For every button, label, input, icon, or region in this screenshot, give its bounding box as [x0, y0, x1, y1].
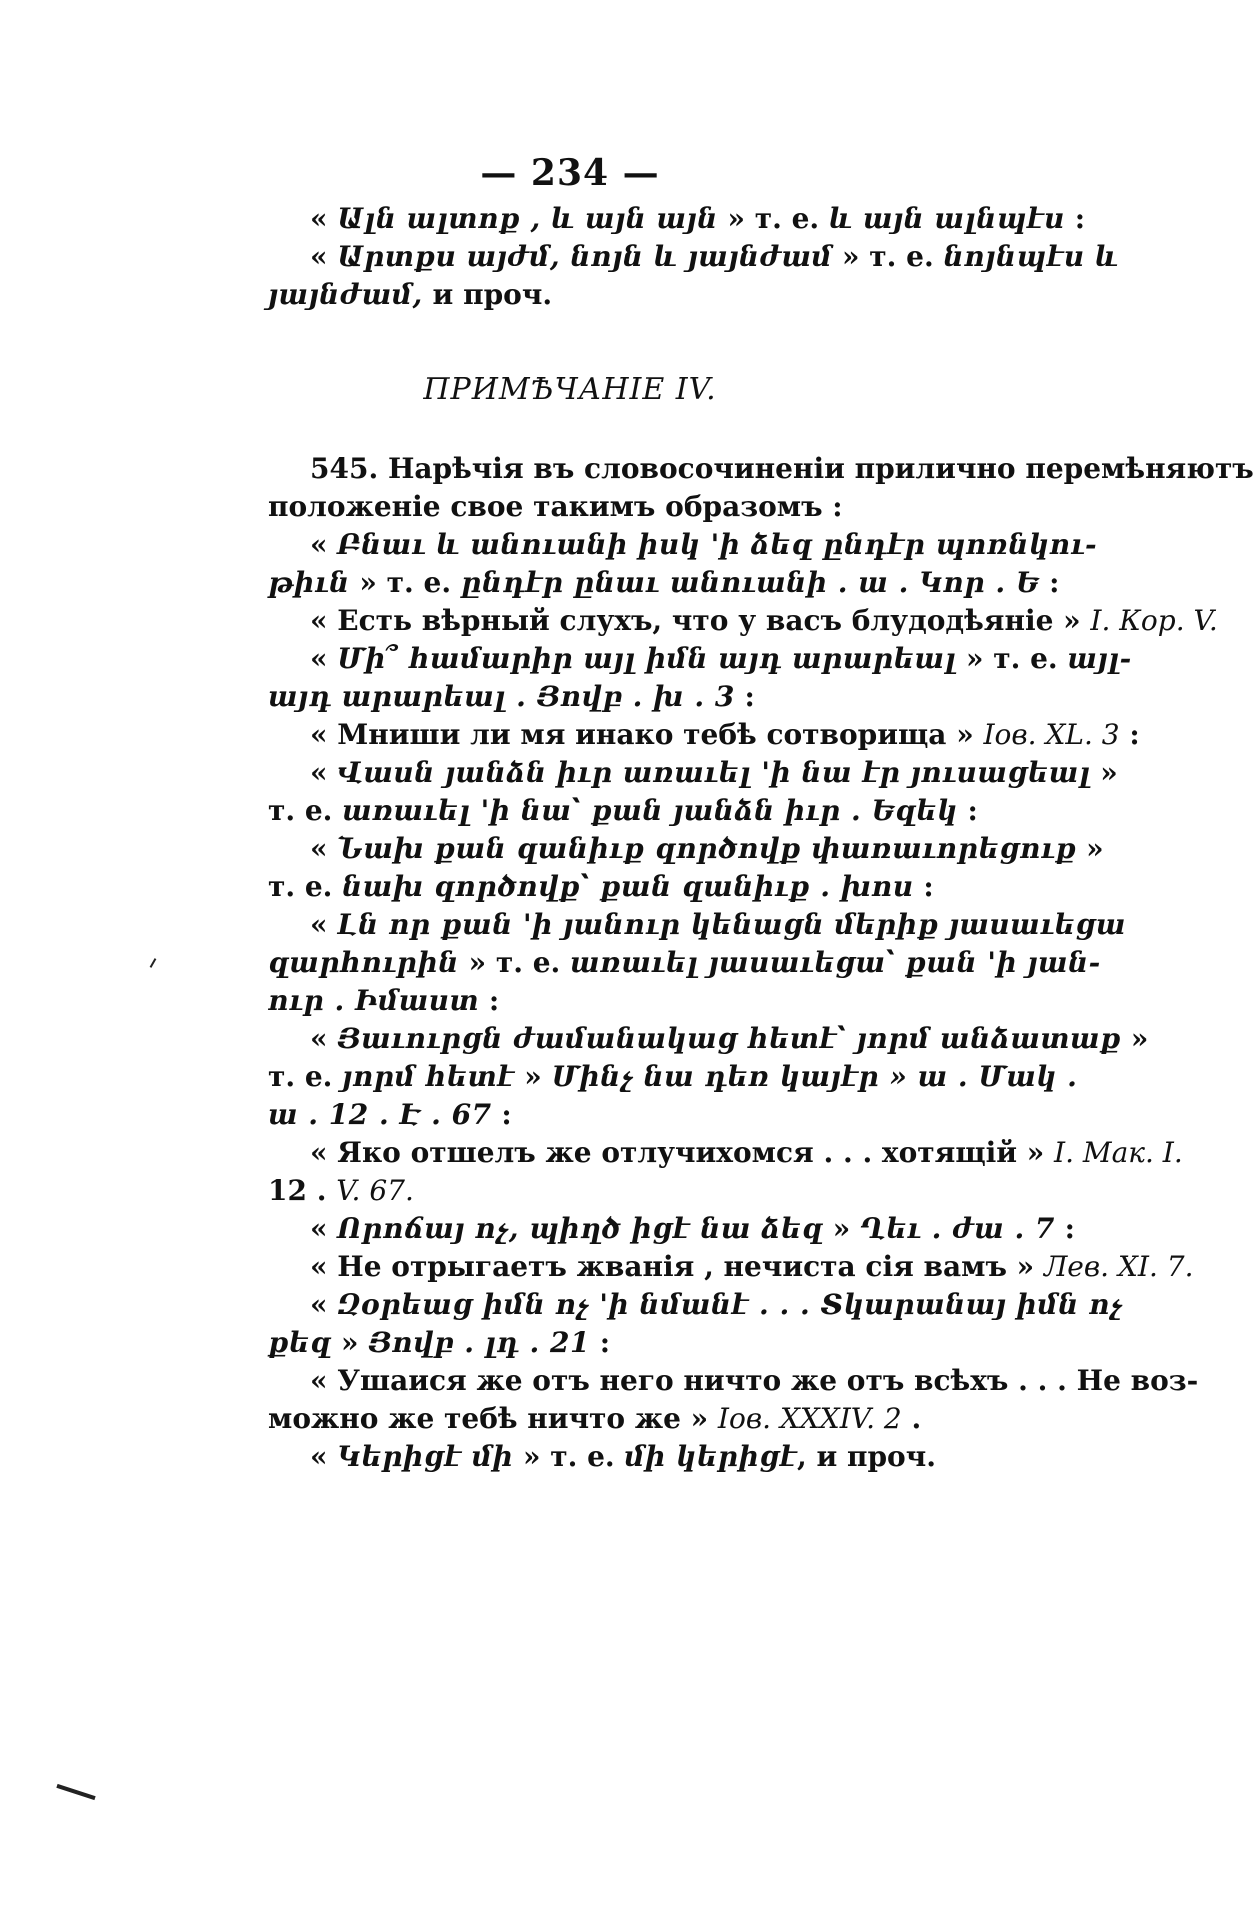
section-heading: ПРИМѢЧАНІЕ IV. [423, 372, 717, 407]
armenian-text: Որոճայ ոչ, պիղծ իցէ նա ձեզ [337, 1212, 823, 1245]
armenian-text: այլ- [1067, 642, 1132, 675]
armenian-text: Արտքս այժմ, նոյն և յայնժամ [337, 240, 833, 273]
text-line [268, 1324, 1048, 1362]
text-line [268, 1362, 1199, 1400]
text-line [268, 1286, 1123, 1324]
armenian-text: թիւն [268, 566, 350, 599]
text-line [268, 488, 1048, 526]
russian-text: « [310, 240, 338, 273]
armenian-text: նախ զործովք՝ քան զանիւք . խոս [342, 870, 914, 903]
text-line [268, 1248, 1194, 1286]
armenian-text: Կերիցէ մի [337, 1440, 514, 1473]
russian-text: : [590, 1326, 611, 1359]
russian-text: « Есть вѣрный слухъ, что у васъ блудодѣяніе » [310, 604, 1091, 637]
russian-text: » т. е. [458, 946, 571, 979]
text-line [268, 1172, 1048, 1210]
text-line [268, 906, 1126, 944]
russian-text: т. е. [268, 794, 343, 827]
russian-text: , и проч. [796, 1440, 936, 1473]
reference-text: Лев. XI. 7. [1043, 1250, 1194, 1283]
russian-text: можно же тебѣ ничто же » [268, 1402, 718, 1435]
armenian-text: յորմ հետէ [342, 1060, 515, 1093]
text-line [268, 716, 1140, 754]
russian-text: » т. е. [349, 566, 461, 599]
russian-text: » т. е. [832, 240, 944, 273]
page-speck [56, 1784, 95, 1800]
reference-text: I. Мак. I. [1054, 1136, 1183, 1169]
armenian-text: Զօրեաց իմն ոչ 'ի նմանէ . . . Տկարանայ իմն ոչ [337, 1288, 1123, 1321]
text-line [268, 450, 1254, 488]
armenian-text: առաւել յասաւեցա՝ քան 'ի յան- [570, 946, 1101, 979]
page-number: — 234 — [480, 152, 660, 194]
russian-text: 545. Нарѣчія въ словосочиненіи прилично перемѣняютъ [310, 452, 1254, 485]
reference-text: V. 67. [336, 1174, 414, 1207]
russian-text: : [491, 1098, 512, 1131]
armenian-text: Բնաւ և անուանի իսկ 'ի ձեզ ընդէր պոռնկու- [337, 528, 1098, 561]
russian-text: « [310, 528, 338, 561]
russian-text: » [1121, 1022, 1149, 1055]
russian-text: « [310, 1440, 338, 1473]
text-line [268, 564, 1060, 602]
russian-text: « Не отрыгаетъ жванія , нечиста сія вамъ » [310, 1250, 1044, 1283]
text-line [268, 640, 1132, 678]
text-line [268, 754, 1118, 792]
russian-text: т. е. [268, 1060, 343, 1093]
reference-text: I. Кор. V. [1090, 604, 1218, 637]
text-line [268, 1096, 1048, 1134]
reference-text: Іов. XL. 3 [983, 718, 1120, 751]
armenian-text: ա . 12 . Է . 67 [268, 1098, 492, 1131]
armenian-text: Յաւուրցն ժամանակաց հետէ՝ յորմ անձատաք [337, 1022, 1122, 1055]
text-line [268, 276, 1048, 314]
text-line [268, 238, 1119, 276]
russian-text: : [1054, 1212, 1076, 1245]
russian-text: » [1076, 832, 1104, 865]
russian-text: « [310, 1022, 338, 1055]
text-line [268, 1058, 1078, 1096]
armenian-text: Ալն ալտոք , և այն այն [337, 202, 718, 235]
reference-text: Іов. XXXIV. 2 [717, 1402, 902, 1435]
text-line [268, 1210, 1076, 1248]
russian-text: : [734, 680, 755, 713]
text-line [268, 1020, 1149, 1058]
russian-text: » [823, 1212, 860, 1245]
russian-text: 12 . [268, 1174, 337, 1207]
russian-text: « [310, 908, 338, 941]
armenian-text: Մինչ նա դեռ կայէր » ա . Մակ . [551, 1060, 1078, 1093]
armenian-text: զարհուրին [268, 946, 459, 979]
russian-text: : [1064, 202, 1086, 235]
text-line [268, 792, 1048, 830]
armenian-text: նոյնպէս և [943, 240, 1119, 273]
russian-text: т. е. [268, 870, 343, 903]
armenian-text: յայնժամ, [268, 278, 423, 311]
russian-text: : [1039, 566, 1060, 599]
russian-text: : [479, 984, 500, 1017]
text-line [268, 868, 1048, 906]
text-line [268, 1400, 1048, 1438]
text-line [268, 602, 1218, 640]
text-line [268, 678, 1048, 716]
russian-text: « [310, 1288, 338, 1321]
russian-text: » [331, 1326, 369, 1359]
russian-text: и проч. [422, 278, 553, 311]
text-line [268, 526, 1098, 564]
text-line [268, 830, 1104, 868]
armenian-text: Յովբ . լդ . 21 [368, 1326, 590, 1359]
armenian-text: Լն որ քան 'ի յանուր կենացն մերիք յասաւեցա [337, 908, 1126, 941]
russian-text: положеніе свое такимъ образомъ : [268, 490, 843, 523]
page-speck [150, 958, 157, 968]
russian-text: » [514, 1060, 552, 1093]
russian-text: « Яко отшелъ же отлучихомся . . . хотящій » [310, 1136, 1055, 1169]
russian-text: « Мниши ли мя инако тебѣ сотворища » [310, 718, 984, 751]
russian-text: . [901, 1402, 922, 1435]
russian-text: » т. е. [717, 202, 829, 235]
russian-text: : [913, 870, 934, 903]
russian-text: : [957, 794, 978, 827]
main-paragraph [268, 450, 1254, 1476]
russian-text: » т. е. [513, 1440, 625, 1473]
text-line [268, 200, 1086, 238]
text-line [268, 944, 1101, 982]
armenian-text: Ղեւ . ժա . 7 [860, 1212, 1055, 1245]
armenian-text: մի կերիցէ [624, 1440, 797, 1473]
armenian-text: և այն ալնպէս [828, 202, 1065, 235]
text-line [268, 1134, 1183, 1172]
russian-text: « [310, 202, 338, 235]
russian-text: : [1119, 718, 1140, 751]
text-line [268, 982, 1048, 1020]
russian-text: « [310, 642, 338, 675]
russian-text: « [310, 756, 338, 789]
russian-text: « [310, 1212, 338, 1245]
text-line [268, 1438, 1048, 1476]
armenian-text: ընդէր ընաւ անուանի . ա . Կոր . Ե [460, 566, 1040, 599]
armenian-text: Նախ քան զանիւք զործովք փառաւորեցուք [337, 832, 1077, 865]
armenian-text: քեզ [268, 1326, 332, 1359]
armenian-text: Վասն յանձն իւր առաւել 'ի նա էր յուսացեալ [337, 756, 1091, 789]
russian-text: » [1090, 756, 1118, 789]
russian-text: « Ушаися же отъ него ничто же отъ всѣхъ . . . Не воз- [310, 1364, 1199, 1397]
russian-text: » т. е. [956, 642, 1068, 675]
armenian-text: այդ արարեալ . Յովբ . խ . 3 [268, 680, 735, 713]
russian-text: « [310, 832, 338, 865]
armenian-text: Մի՞ համարիր այլ իմն այդ արարեալ [337, 642, 957, 675]
top-text-block [268, 200, 1119, 314]
armenian-text: առաւել 'ի նա՝ քան յանձն իւր . Եզեկ [342, 794, 958, 827]
armenian-text: ուր . Իմաստ [268, 984, 480, 1017]
